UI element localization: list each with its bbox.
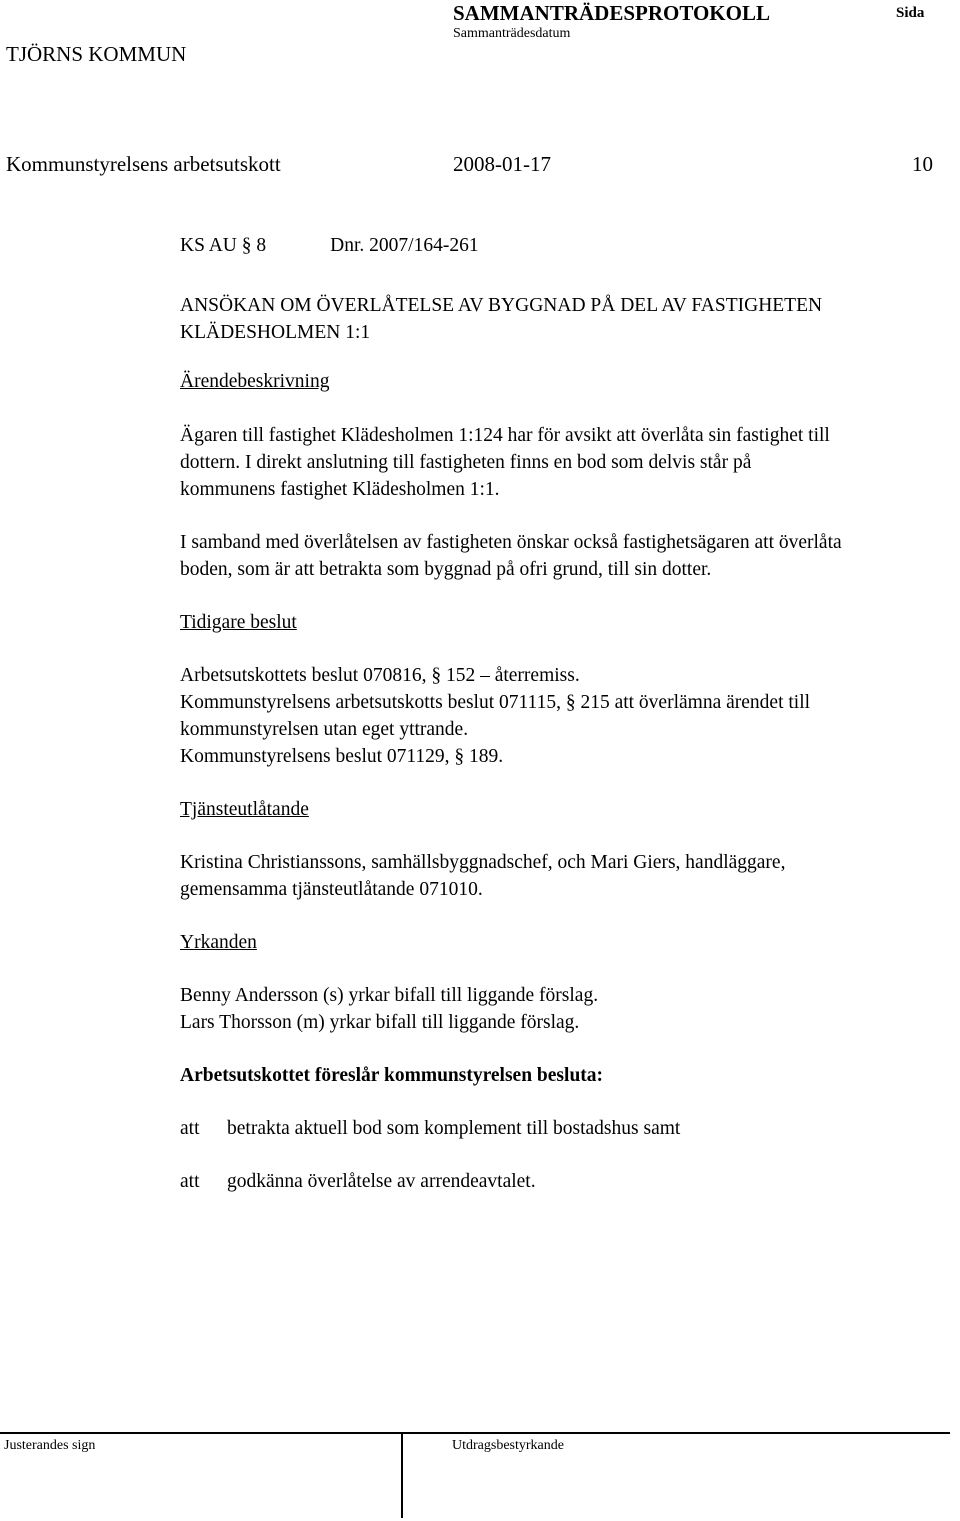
page-label: Sida (896, 5, 925, 21)
meeting-date: 2008-01-17 (453, 152, 551, 176)
footer-rule-left (0, 1432, 402, 1434)
protocol-title: SAMMANTRÄDESPROTOKOLL (453, 1, 770, 25)
municipality-name: TJÖRNS KOMMUN (6, 42, 187, 66)
decision-item-marker: att (180, 1171, 200, 1192)
footer-rule-right (402, 1432, 950, 1434)
case-reference (180, 232, 955, 259)
case-title-line: ANSÖKAN OM ÖVERLÅTELSE AV BYGGNAD PÅ DEL AV FASTIGHETEN (180, 295, 823, 316)
case-title (180, 292, 955, 346)
motion-line: Benny Andersson (s) yrkar bifall till liggande förslag. (180, 985, 599, 1006)
decision-item-text: betrakta aktuell bod som komplement till bostadshus samt (227, 1118, 681, 1139)
extract-certification-label: Utdragsbestyrkande (452, 1438, 564, 1453)
paragraph-line: dottern. I direkt anslutning till fastigheten finns en bod som delvis står på (180, 452, 752, 473)
footer-divider (401, 1432, 403, 1518)
committee-name: Kommunstyrelsens arbetsutskott (6, 152, 281, 176)
motions-list (180, 982, 955, 1036)
statement-line: gemensamma tjänsteutlåtande 071010. (180, 879, 483, 900)
previous-decision-line: Kommunstyrelsens arbetsutskotts beslut 071115, § 215 att överlämna ärendet till (180, 692, 811, 713)
paragraph-line: kommunens fastighet Klädesholmen 1:1. (180, 479, 500, 500)
previous-decision-line: Kommunstyrelsens beslut 071129, § 189. (180, 746, 504, 767)
paragraph-line: Ägaren till fastighet Klädesholmen 1:124 har för avsikt att överlåta sin fastighet till (180, 425, 830, 446)
previous-decisions-heading: Tidigare beslut (180, 612, 297, 633)
statement-heading: Tjänsteutlåtande (180, 799, 309, 820)
statement-text (180, 849, 955, 903)
previous-decisions-list (180, 662, 955, 770)
case-id: KS AU § 8 (180, 235, 267, 256)
decision-heading: Arbetsutskottet föreslår kommunstyrelsen besluta: (180, 1065, 604, 1086)
previous-decision-line: Arbetsutskottets beslut 070816, § 152 – återremiss. (180, 665, 580, 686)
decision-item (180, 1168, 955, 1195)
signature-label: Justerandes sign (4, 1438, 96, 1453)
paragraph-line: boden, som är att betrakta som byggnad på ofri grund, till sin dotter. (180, 559, 712, 580)
case-dnr: Dnr. 2007/164-261 (330, 235, 479, 256)
meeting-date-label: Sammanträdesdatum (453, 26, 571, 41)
paragraph-line: I samband med överlåtelsen av fastigheten önskar också fastighetsägaren att överlåta (180, 532, 842, 553)
previous-decision-line: kommunstyrelsen utan eget yttrande. (180, 719, 469, 740)
page-number: 10 (912, 152, 933, 176)
description-heading: Ärendebeskrivning (180, 371, 330, 392)
description-paragraph-1 (180, 422, 955, 503)
case-title-line: KLÄDESHOLMEN 1:1 (180, 322, 371, 343)
decision-item (180, 1115, 955, 1142)
statement-line: Kristina Christianssons, samhällsbyggnadschef, och Mari Giers, handläggare, (180, 852, 786, 873)
description-paragraph-2 (180, 529, 955, 583)
decision-item-text: godkänna överlåtelse av arrendeavtalet. (227, 1171, 536, 1192)
motions-heading: Yrkanden (180, 932, 257, 953)
document-body (180, 232, 955, 1195)
decision-item-marker: att (180, 1118, 200, 1139)
motion-line: Lars Thorsson (m) yrkar bifall till liggande förslag. (180, 1012, 580, 1033)
